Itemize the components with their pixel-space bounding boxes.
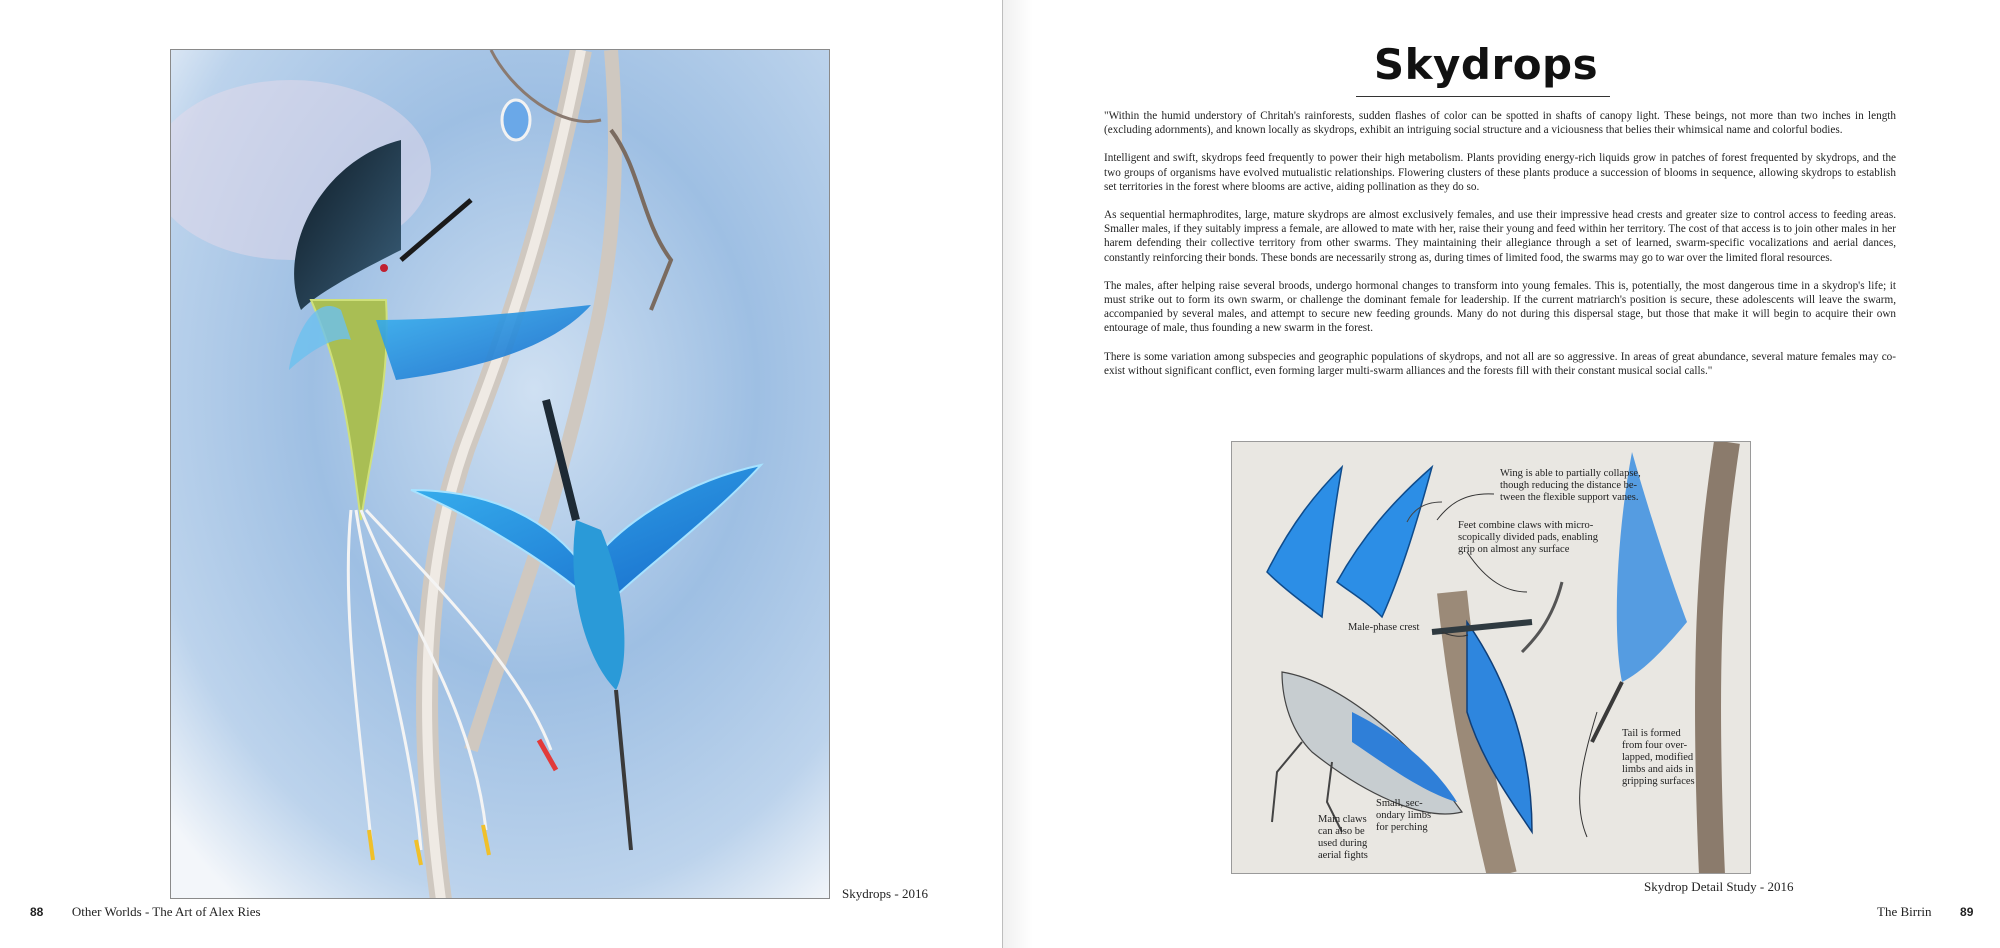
page-number-left: 88: [30, 905, 44, 919]
annotation-main-claws: Main claws can also be used during aerial fights: [1318, 814, 1368, 861]
article-body: [1104, 109, 1896, 392]
gutter-shadow: [1003, 0, 1033, 948]
paragraph: Intelligent and swift, skydrops feed frequently to power their high metabolism. Plants providing energy-rich liquids grow in patches of forest frequented by skydrops, and the two groups of organisms have evolved mutualistic relationships. Flowering clusters of these plants produce a succession of blooms in sequence, allowing skydrops to establish set territories in the forest where blooms are active, aiding pollination as they do so.: [1104, 152, 1896, 193]
page-number-right: 89: [1960, 905, 1974, 919]
annotation-feet: Feet combine claws with micro- scopically divided pads, enabling grip on almost any surface: [1458, 520, 1598, 555]
running-title-left: Other Worlds - The Art of Alex Ries: [71, 904, 261, 919]
study-caption: Skydrop Detail Study - 2016: [1644, 879, 1794, 894]
painting-caption: Skydrops - 2016: [842, 886, 928, 901]
annotation-tail: Tail is formed from four over- lapped, modified limbs and aids in gripping surfaces: [1622, 728, 1695, 787]
paragraph: There is some variation among subspecies and geographic populations of skydrops, and not all are so aggressive. In areas of great abundance, several mature females may co-exist without significant conflict, even forming larger multi-swarm alliances and the forests fill with their constant musical social calls.": [1104, 350, 1896, 377]
paragraph: "Within the humid understory of Chritah's rainforests, sudden flashes of color can be spotted in shafts of canopy light. These beings, not more than two inches in length (excluding adornments), and known locally as skydrops, exhibit an intriguing social structure and a viciousness that belies their whimsical name and colorful bodies.: [1104, 110, 1896, 137]
skydrop-detail-study: [1231, 441, 1751, 874]
page-title: Skydrops: [1373, 40, 1599, 89]
annotation-crest: Male-phase crest: [1348, 622, 1420, 633]
skydrops-painting: [170, 49, 830, 899]
paragraph: As sequential hermaphrodites, large, mature skydrops are almost exclusively females, and use their impressive head crests and greater size to control access to feeding areas. Smaller males, if they suitably impress a female, are allowed to mate with her, raise their young and feed within her territory. The cost of that access is to join other males in her harem defending their collective territory from other swarms. They maintaining their allegiance through a set of learned, swarm-specific vocalizations and aerial dances, constantly reinforcing their bonds. These bonds are necessarily strong as, during times of limited food, the swarms may go to war over the limited floral resources.: [1104, 209, 1896, 264]
paragraph: The males, after helping raise several broods, undergo hormonal changes to transform into young females. This is, potentially, the most dangerous time in a skydrop's life; it must strike out to form its own swarm, or challenge the dominant female for leadership. If the current matriarch's position is secure, these adolescents will leave the swarm, accompanied by several males, and attempt to secure new feeding grounds. Many do not during this dispersal stage, but those that make it will begin to acquire their own entourage of male, thus founding a new swarm in the forest.: [1104, 279, 1896, 335]
running-title-right: The Birrin: [1877, 904, 1932, 919]
title-rule: [1356, 96, 1610, 97]
flower-bloom: [502, 100, 530, 140]
left-folio: [30, 904, 261, 920]
annotation-small-limbs: Small, sec- ondary limbs for perching: [1376, 798, 1432, 833]
annotation-wing: Wing is able to partially collapse, though reducing the distance be- tween the flexible support vanes.: [1500, 468, 1641, 503]
right-folio: [1877, 904, 1973, 920]
